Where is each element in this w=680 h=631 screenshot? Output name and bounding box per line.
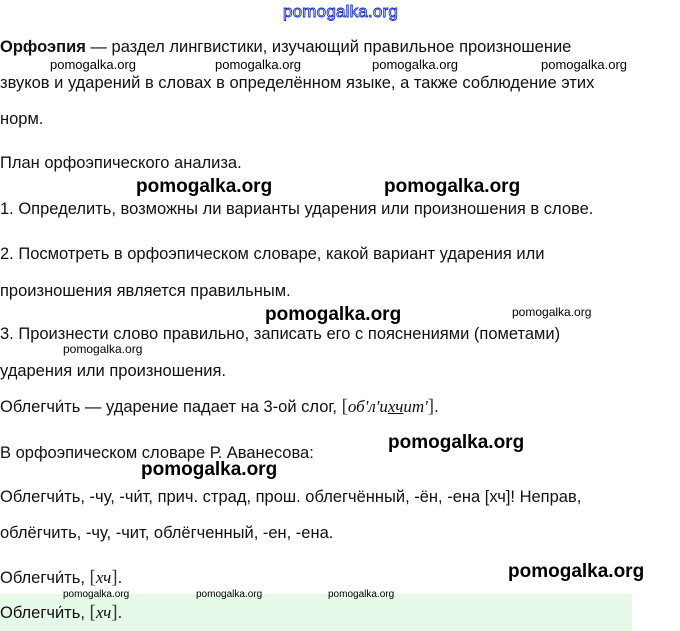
answer-end: . — [117, 569, 123, 587]
highlight-end: . — [117, 604, 123, 622]
watermark: pomogalka.org — [372, 57, 458, 72]
watermark: pomogalka.org — [50, 57, 136, 72]
intro-line-3: норм. — [0, 110, 44, 128]
bracket-close: ] — [111, 567, 118, 588]
plan-step-2: 2. Посмотреть в орфоэпическом словаре, какой вариант ударения или — [0, 245, 545, 263]
highlight-word: Облегчи́ть, — [0, 604, 90, 622]
bracket-open: [ — [341, 396, 348, 417]
bracket-close: ] — [111, 602, 118, 623]
transcription-end: ит' — [403, 397, 428, 416]
transcription-part: об'л'и — [347, 397, 388, 416]
intro-line-1 — [0, 37, 571, 57]
watermark: pomogalka.org — [63, 342, 143, 356]
dictionary-line-1: Облегчи́ть, -чу, -чи́т, прич. страд, прош. облегчённый, -ён, -ена [хч]! Неправ, — [0, 488, 582, 506]
example-end: . — [434, 398, 439, 416]
bracket-close: ] — [427, 396, 435, 417]
watermark: pomogalka.org — [141, 459, 278, 480]
plan-step-3: 3. Произнести слово правильно, записать его с пояснениями (пометами) — [0, 325, 561, 343]
plan-step-1: 1. Определить, возможны ли варианты ударения или произношения в слове. — [0, 200, 594, 218]
watermark-top: pomogalka.org — [283, 2, 399, 21]
watermark: pomogalka.org — [196, 589, 263, 600]
bracket-open: [ — [89, 602, 96, 623]
watermark: pomogalka.org — [541, 57, 627, 72]
example-text: Облегчи́ть — ударение падает на 3-ой слог, — [0, 398, 342, 416]
answer-transcription: хч — [95, 568, 112, 587]
dictionary-title: В орфоэпическом словаре Р. Аванесова: — [0, 444, 314, 462]
transcription-ux: хч — [387, 397, 404, 416]
watermark: pomogalka.org — [215, 57, 301, 72]
answer-line — [0, 568, 122, 588]
highlight-transcription: хч — [95, 603, 112, 622]
intro-line-2: звуков и ударений в словах в определённом языке, а также соблюдение этих — [0, 74, 595, 92]
transcription — [348, 397, 428, 416]
watermark: pomogalka.org — [388, 432, 525, 453]
answer-word: Облегчи́ть, — [0, 569, 90, 587]
highlight-line — [0, 603, 122, 623]
plan-step-3-cont: ударения или произношения. — [0, 362, 226, 380]
watermark: pomogalka.org — [63, 589, 130, 600]
example-line — [0, 397, 439, 417]
watermark: pomogalka.org — [508, 561, 645, 582]
intro-definition: — раздел лингвистики, изучающий правильное произношение — [85, 38, 572, 56]
watermark: pomogalka.org — [265, 304, 402, 325]
term: Орфоэпия — [0, 38, 86, 56]
watermark: pomogalka.org — [384, 176, 521, 197]
watermark: pomogalka.org — [328, 589, 395, 600]
watermark: pomogalka.org — [136, 176, 273, 197]
bracket-open: [ — [89, 567, 96, 588]
plan-title: План орфоэпического анализа. — [0, 154, 242, 172]
watermark: pomogalka.org — [512, 305, 592, 319]
dictionary-line-2: облёгчить, -чу, -чит, облёгченный, -ен, -ена. — [0, 524, 334, 542]
plan-step-2-cont: произношения является правильным. — [0, 282, 291, 300]
